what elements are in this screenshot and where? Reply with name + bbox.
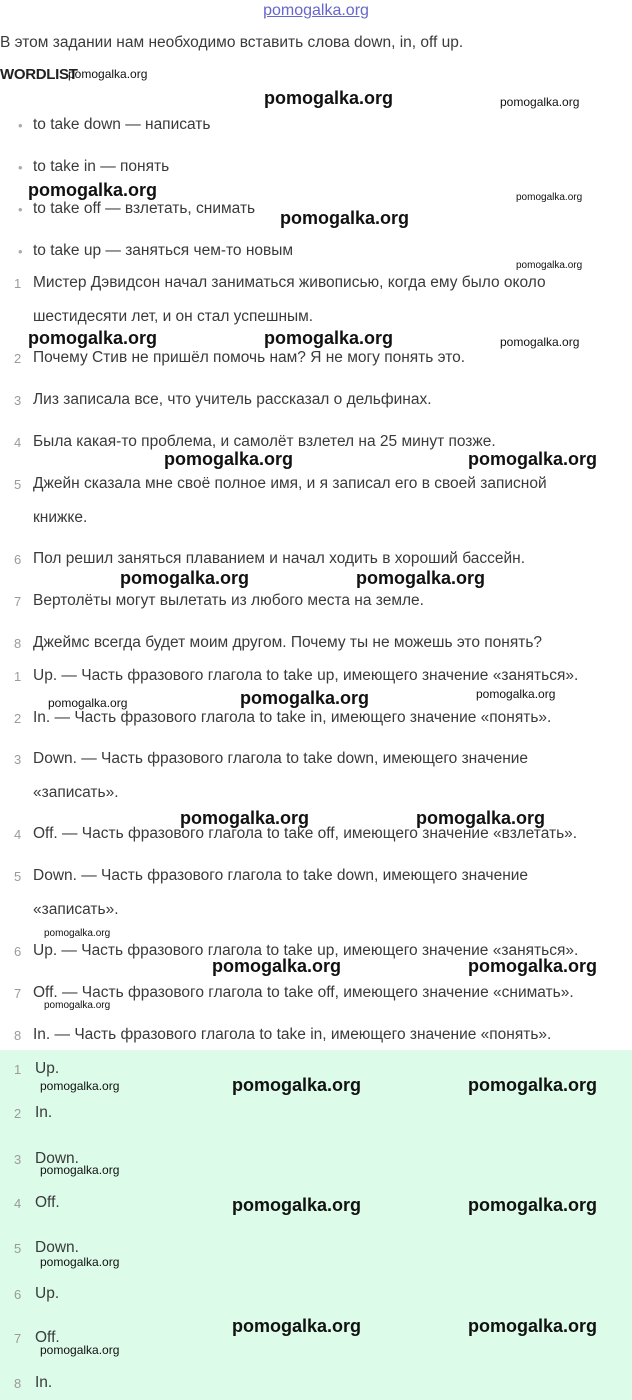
exercise-number: 1 (14, 276, 22, 291)
watermark: pomogalka.org (40, 1255, 120, 1269)
answer-text: Up. (35, 1060, 60, 1077)
exercise-number: 7 (14, 594, 22, 609)
site-title-link[interactable]: pomogalka.org (263, 2, 369, 19)
watermark: pomogalka.org (240, 688, 370, 708)
answer-number: 6 (14, 1287, 22, 1302)
exercise-number: 3 (14, 393, 22, 408)
answer-number: 8 (14, 1376, 22, 1391)
watermark: pomogalka.org (44, 1000, 111, 1011)
watermark: pomogalka.org (468, 1195, 598, 1215)
watermark: pomogalka.org (264, 88, 394, 108)
answer-number: 5 (14, 1241, 22, 1256)
exercise-sentence: Почему Стив не пришёл помочь нам? Я не могу понять это. (33, 349, 466, 366)
watermark: pomogalka.org (232, 1195, 362, 1215)
exercise-sentence: Вертолёты могут вылетать из любого места на земле. (33, 592, 424, 609)
bullet-icon: • (18, 244, 23, 259)
watermark: pomogalka.org (212, 956, 342, 976)
exercise-sentence: Мистер Дэвидсон начал заниматься живописью, когда ему было около (33, 274, 546, 291)
exercise-sentence: Джеймс всегда будет моим другом. Почему ты не можешь это понять? (33, 634, 543, 651)
answer-number: 7 (14, 1331, 22, 1346)
watermark: pomogalka.org (28, 328, 158, 348)
watermark: pomogalka.org (44, 928, 111, 939)
explanation-number: 3 (14, 752, 22, 767)
explanation-text: Down. — Часть фразового глагола to take down, имеющего значение (33, 750, 529, 767)
watermark: pomogalka.org (500, 335, 580, 349)
answer-text: Off. (35, 1194, 60, 1211)
watermark: pomogalka.org (164, 449, 294, 469)
exercise-number: 6 (14, 552, 22, 567)
watermark: pomogalka.org (264, 328, 394, 348)
explanation-text: Down. — Часть фразового глагола to take down, имеющего значение (33, 867, 529, 884)
answer-text: Off. (35, 1329, 60, 1346)
watermark: pomogalka.org (280, 208, 410, 228)
exercise-number: 5 (14, 477, 22, 492)
watermark: pomogalka.org (468, 1075, 598, 1095)
watermark: pomogalka.org (416, 808, 546, 828)
exercise-sentence: Пол решил заняться плаванием и начал ходить в хороший бассейн. (33, 550, 526, 567)
answer-number: 1 (14, 1062, 22, 1077)
explanation-number: 2 (14, 711, 22, 726)
wordlist-title: WORDLIST (0, 66, 78, 83)
answer-number: 3 (14, 1152, 22, 1167)
explanation-number: 7 (14, 986, 22, 1001)
explanation-text: In. — Часть фразового глагола to take in, имеющего значение «понять». (33, 1026, 552, 1043)
explanation-number: 1 (14, 669, 22, 684)
explanation-number: 5 (14, 869, 22, 884)
answer-text: In. (35, 1374, 53, 1391)
watermark: pomogalka.org (232, 1075, 362, 1095)
watermark: pomogalka.org (356, 568, 486, 588)
exercise-number: 4 (14, 435, 22, 450)
explanation-text: Off. — Часть фразового глагола to take off, имеющего значение «взлетать». (33, 825, 578, 842)
watermark: pomogalka.org (468, 1316, 598, 1336)
watermark: pomogalka.org (516, 192, 583, 203)
watermark: pomogalka.org (468, 956, 598, 976)
explanation-text: Up. — Часть фразового глагола to take up, имеющего значение «заняться». (33, 942, 579, 959)
explanation-text-cont: «записать». (33, 784, 119, 801)
exercise-sentence: Была какая-то проблема, и самолёт взлетел на 25 минут позже. (33, 433, 496, 450)
exercise-sentence-cont: шестидесяти лет, и он стал успешным. (33, 308, 314, 325)
answer-text: Up. (35, 1285, 60, 1302)
watermark: pomogalka.org (40, 1079, 120, 1093)
watermark: pomogalka.org (40, 1343, 120, 1357)
answer-number: 4 (14, 1196, 22, 1211)
exercise-number: 8 (14, 636, 22, 651)
watermark: pomogalka.org (500, 95, 580, 109)
watermark: pomogalka.org (180, 808, 310, 828)
explanation-text: In. — Часть фразового глагола to take in, имеющего значение «понять». (33, 709, 552, 726)
answer-text: In. (35, 1104, 53, 1121)
bullet-icon: • (18, 160, 23, 175)
wordlist-item: to take up — заняться чем-то новым (33, 242, 294, 259)
watermark: pomogalka.org (468, 449, 598, 469)
wordlist-item: to take in — понять (33, 158, 170, 175)
watermark: pomogalka.org (40, 1163, 120, 1177)
wordlist-item: to take off — взлетать, снимать (33, 200, 256, 217)
answer-text: Down. (35, 1239, 79, 1256)
intro-text: В этом задании нам необходимо вставить слова down, in, off up. (0, 34, 464, 51)
bullet-icon: • (18, 202, 23, 217)
watermark: pomogalka.org (28, 180, 158, 200)
watermark: pomogalka.org (516, 260, 583, 271)
explanation-text: Off. — Часть фразового глагола to take off, имеющего значение «снимать». (33, 984, 574, 1001)
explanation-text-cont: «записать». (33, 901, 119, 918)
watermark: pomogalka.org (232, 1316, 362, 1336)
bullet-icon: • (18, 118, 23, 133)
watermark: pomogalka.org (68, 67, 148, 81)
watermark: pomogalka.org (48, 696, 128, 710)
exercise-sentence: Лиз записала все, что учитель рассказал о дельфинах. (33, 391, 432, 408)
answer-text: Down. (35, 1150, 79, 1167)
explanation-number: 8 (14, 1028, 22, 1043)
watermark: pomogalka.org (120, 568, 250, 588)
answer-number: 2 (14, 1106, 22, 1121)
explanation-text: Up. — Часть фразового глагола to take up, имеющего значение «заняться». (33, 667, 579, 684)
exercise-sentence: Джейн сказала мне своё полное имя, и я записал его в своей записной (33, 475, 547, 492)
explanation-number: 4 (14, 827, 22, 842)
watermark: pomogalka.org (476, 687, 556, 701)
exercise-sentence-cont: книжке. (33, 509, 88, 526)
explanation-number: 6 (14, 944, 22, 959)
wordlist-item: to take down — написать (33, 116, 211, 133)
exercise-number: 2 (14, 351, 22, 366)
